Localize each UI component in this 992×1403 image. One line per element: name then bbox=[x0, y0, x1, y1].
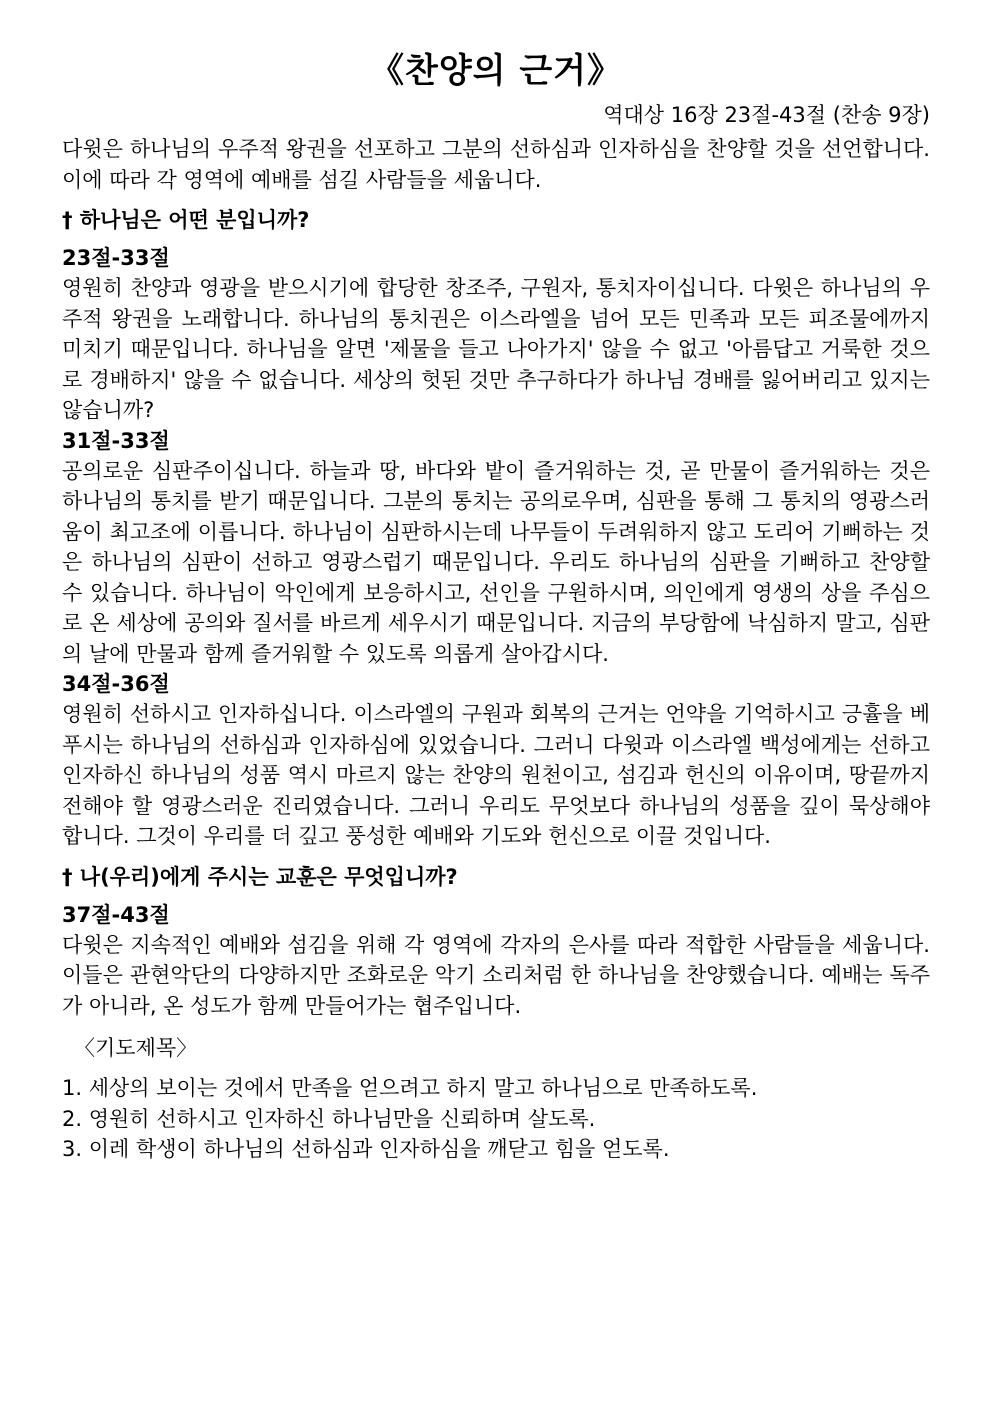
prayer-item: 2. 영원히 선하시고 인자하신 하나님만을 신뢰하며 살도록. bbox=[62, 1106, 596, 1131]
lesson-paragraph: 다윗은 지속적인 예배와 섬김을 위해 각 영역에 각자의 은사를 따라 적합한 사람들을 세웁니다. 이들은 관현악단의 다양하지만 조화로운 악기 소리처럼 한 하나님을 찬양했습니다. 예배는 독주가 아니라, 온 성도가 함께 만들어가는 협주입니다. bbox=[62, 932, 930, 1018]
document-title: 《찬양의 근거》 bbox=[369, 51, 623, 91]
question-heading-2: † 나(우리)에게 주시는 교훈은 무엇입니까? bbox=[62, 864, 458, 889]
section-paragraph: 영원히 찬양과 영광을 받으시기에 합당한 창조주, 구원자, 통치자이십니다. 다윗은 하나님의 우주적 왕권을 노래합니다. 하나님의 통치권은 이스라엘을 넘어 모든 민족과 모든 피조물에까지 미치기 때문입니다. 하나님을 알면 '제물을 들고 나아가지' 않을 수 없고 '아름답고 거룩한 것으로 경배하지' 않을 수 없습니다. 세상의 헛된 것만 추구하다가 하나님 경배를 잃어버리고 있지는 않습니까? bbox=[62, 276, 930, 422]
question-heading-1: † 하나님은 어떤 분입니까? bbox=[62, 208, 310, 232]
verse-heading: 34절-36절 bbox=[62, 672, 170, 696]
document-page bbox=[62, 48, 930, 1165]
prayer-heading: 〈기도제목〉 bbox=[74, 1036, 198, 1060]
prayer-item: 1. 세상의 보이는 것에서 만족을 얻으려고 하지 말고 하나님으로 만족하도록. bbox=[62, 1076, 758, 1100]
prayer-list bbox=[62, 1073, 930, 1165]
prayer-item: 3. 이레 학생이 하나님의 선하심과 인자하심을 깨닫고 힘을 얻도록. bbox=[62, 1137, 670, 1161]
section-paragraph: 영원히 선하시고 인자하십니다. 이스라엘의 구원과 회복의 근거는 언약을 기억하시고 긍휼을 베푸시는 하나님의 선하심과 인자하심에 있었습니다. 그러니 다윗과 이스라엘 백성에게는 선하고 인자하신 하나님의 성품 역시 마르지 않는 찬양의 원천이고, 섬김과 헌신의 이유이며, 땅끝까지 전해야 할 영광스러운 진리였습니다. 그러니 우리도 무엇보다 하나님의 성품을 깊이 묵상해야 합니다. 그것이 우리를 더 깊고 풍성한 예배와 기도와 헌신으로 이끌 것입니다. bbox=[62, 702, 930, 848]
verse-heading: 31절-33절 bbox=[62, 428, 170, 453]
section-paragraph: 공의로운 심판주이십니다. 하늘과 땅, 바다와 밭이 즐거워하는 것, 곧 만물이 즐거워하는 것은 하나님의 통치를 받기 때문입니다. 그분의 통치는 공의로우며, 심판을 통해 그 통치의 영광스러움이 최고조에 이릅니다. 하나님이 심판하시는데 나무들이 두려워하지 않고 도리어 기뻐하는 것은 하나님의 심판이 선하고 영광스럽기 때문입니다. 우리도 하나님의 심판을 기뻐하고 찬양할 수 있습니다. 하나님이 악인에게 보응하시고, 선인을 구원하시며, 의인에게 영생의 상을 주심으로 온 세상에 공의와 질서를 바르게 세우시기 때문입니다. 지금의 부당함에 낙심하지 말고, 심판의 날에 만물과 함께 즐거워할 수 있도록 의롭게 살아갑시다. bbox=[62, 458, 930, 666]
scripture-reference: 역대상 16장 23절-43절 (찬송 9장) bbox=[603, 103, 930, 127]
intro-paragraph: 다윗은 하나님의 우주적 왕권을 선포하고 그분의 선하심과 인자하심을 찬양할 것을 선언합니다. 이에 따라 각 영역에 예배를 섬길 사람들을 세웁니다. bbox=[62, 137, 930, 192]
verse-heading: 37절-43절 bbox=[62, 902, 170, 927]
verse-heading: 23절-33절 bbox=[62, 246, 170, 270]
